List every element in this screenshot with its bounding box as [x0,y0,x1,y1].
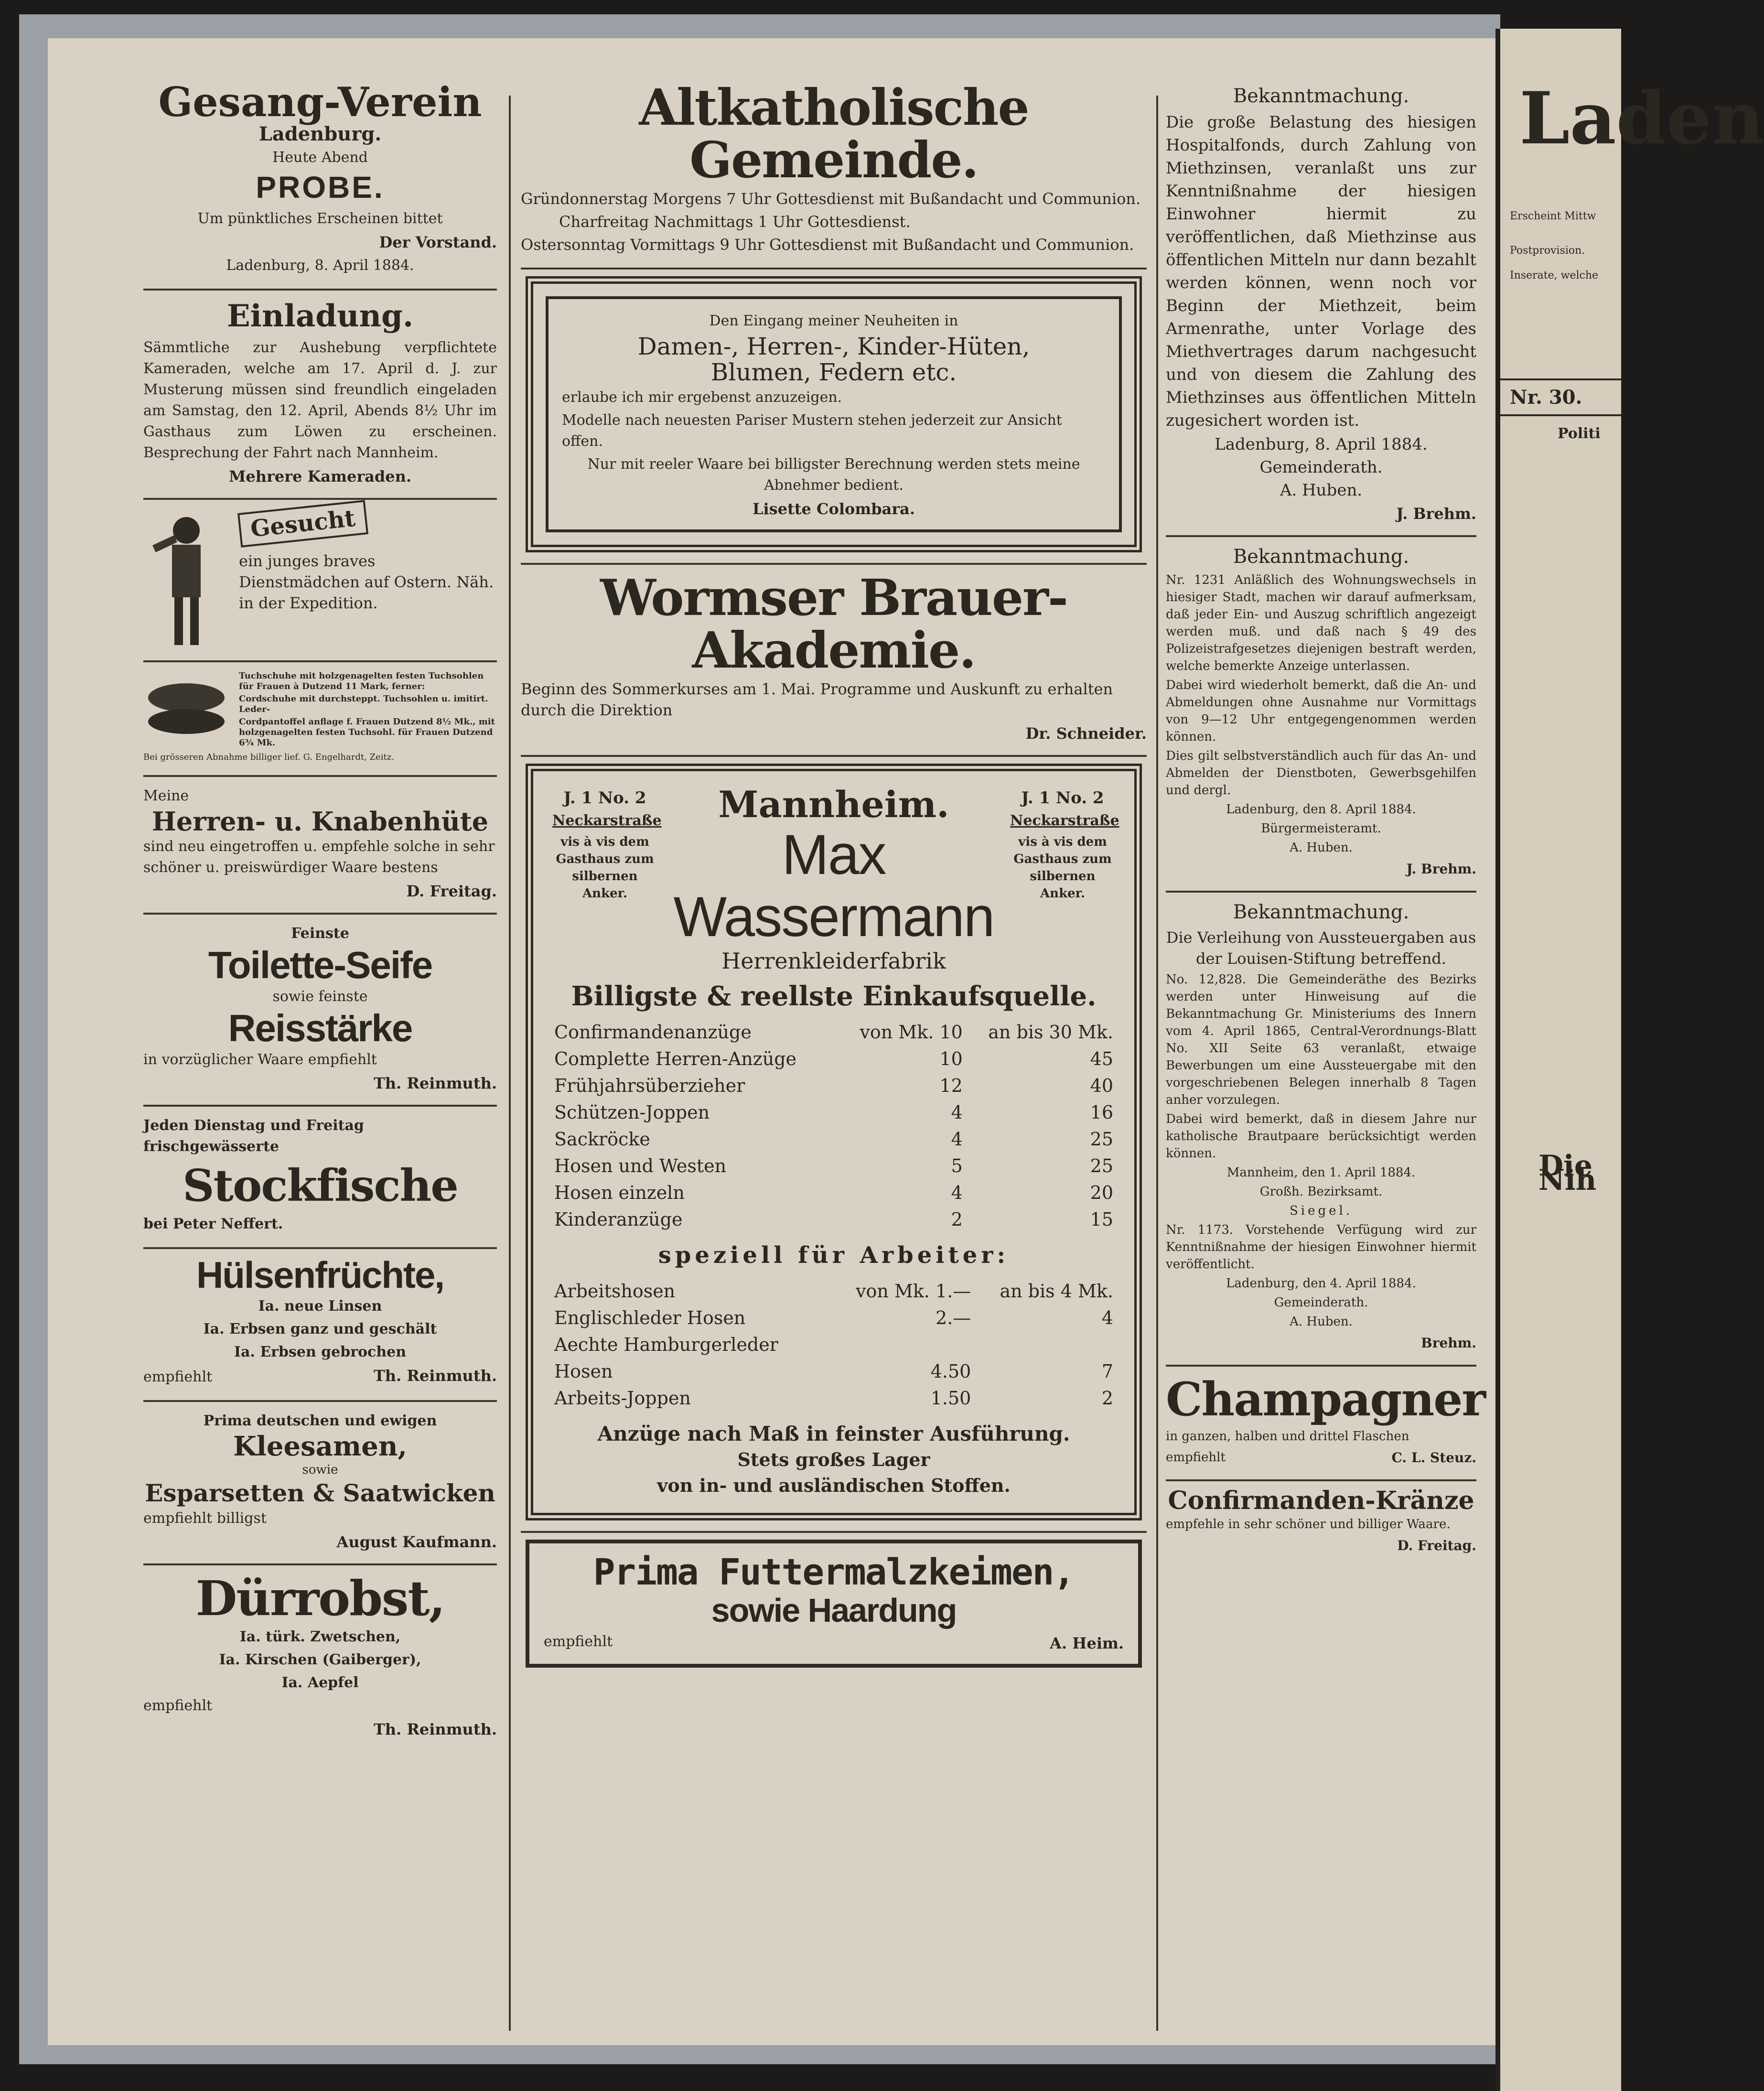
ad-text: Nur mit reeler Waare bei billigster Berechnung werden stets meine Abnehmer bedient. [587,456,1080,494]
price-row [552,1206,1115,1233]
price-item: Complette Herren-Anzüge [554,1048,797,1069]
column-rule [509,96,511,2031]
ad-stockfische [143,1107,497,1249]
ad-title: Blumen, Federn etc. [710,358,957,386]
ad-footer: Anzüge nach Maß in feinster Ausführung. [597,1422,1070,1445]
ad-champagner [1166,1367,1485,1481]
notice-text: No. 12,828. Die Gemeinderäthe des Bezirks werden unter Hinweisung auf die Bekanntmachung Gr. Ministeriums des Innern vom 4. April 1865, Central-Verordnungs-Blatt No. XII Seite 63 veranlaßt, etwaige Bewerbungen um eine Aussteuergabe mit den vorgeschriebenen Belegen innerhalb 8 Tagen anher vorzulegen. [1166,972,1476,1107]
price-from: 10 [939,1048,963,1069]
street: Neckarstraße [1010,812,1119,829]
price-item: Arbeitshosen [554,1281,676,1302]
price-item: Arbeits-Joppen [554,1388,691,1409]
price-row [552,1072,1115,1099]
ad-signature: Th. Reinmuth. [373,1720,497,1738]
ornamental-border [526,276,1142,552]
ad-signature: A. Heim. [1050,1634,1124,1652]
ad-text: in ganzen, halben und drittel Flaschen [1166,1429,1409,1444]
ad-item: Ia. Aepfel [281,1674,359,1691]
price-item: Frühjahrsüberzieher [554,1075,745,1096]
ad-probe: PROBE. [256,170,385,205]
ad-title: Confirmanden-Kränze [1168,1486,1474,1515]
notice-date: Ladenburg, den 8. April 1884. [1226,802,1416,817]
ad-pre: empfiehlt [544,1633,613,1650]
ad-confirmanden-kraenze [1166,1481,1476,1567]
issue-number: Nr. 30. [1500,378,1621,416]
price-to: 7 [1101,1361,1113,1382]
slogan: Billigste & reellste Einkaufsquelle. [571,981,1097,1012]
notice-text: Die große Belastung des hiesigen Hospitalfonds, durch Zahlung von Miethzinsen, veranlaßt uns zur Kenntnißnahme der hiesigen Einwohner hiermit zu veröffentlichen, daß Miethzinse aus öffentlichen Mitteln nur dann bezahlt werden können, wenn noch vor Beginn der Miethzeit, beim Armenrathe, unter Vorlage des Miethvertrages darum nachgesucht und von diesem die Zahlung des Miethzinses aus öffentlichen Mitteln zugesichert worden ist. [1166,113,1476,430]
notice-text: Dies gilt selbstverständlich auch für das An- und Abmelden der Dienstboten, Gewerbsgehilfen und dergl. [1166,749,1476,798]
price-from: 4 [951,1102,963,1123]
price-from: 4 [951,1182,963,1203]
ad-signature: Mehrere Kameraden. [228,467,412,485]
ad-place: Ladenburg. [258,123,382,145]
notice-subtitle: Die Verleihung von Aussteuergaben aus der Louisen-Stiftung betreffend. [1166,928,1476,968]
price-to: an bis 30 Mk. [988,1022,1113,1043]
ad-date: Ladenburg, 8. April 1884. [226,257,414,274]
ad-pre: empfiehlt [143,1369,213,1385]
ad-footer: Stets großes Lager [737,1449,930,1470]
ad-altkatholische-gemeinde [521,76,1147,269]
ad-text: empfehle in sehr schöner und billiger Waare. [1166,1517,1451,1531]
ad-signature: Der Vorstand. [379,233,497,251]
price-row [552,1179,1115,1206]
street: Neckarstraße [552,812,662,829]
ad-text: Um pünktliches Erscheinen bittet [197,210,443,227]
adjacent-page [1495,29,1764,2091]
price-to: 25 [1090,1129,1113,1150]
ad-text: sowie [302,1463,338,1477]
ad-gesucht [143,500,497,662]
ad-text: Beginn des Sommerkurses am 1. Mai. Programme und Auskunft zu erhalten durch die Direktion [521,680,1113,719]
price-row [552,1385,1115,1412]
vis-a-vis: vis à vis dem Gasthaus zum silbernen Anker. [556,835,654,901]
column-rule [1156,96,1158,2031]
man-illustration-icon [143,507,229,650]
notice-org: Gemeinderath. [1259,458,1383,477]
ad-text: Cordschuhe mit durchsteppt. Tuchsohlen u. imitirt. Leder- [239,694,488,714]
ad-gesang-verein [143,76,497,291]
inner-border [546,296,1122,532]
ad-title: Wormser Brauer-Akademie. [600,568,1068,679]
price-row [552,1358,1115,1385]
notice-title: Bekanntmachung. [1233,546,1409,568]
notice-name: A. Huben. [1290,841,1353,855]
price-item: Sackröcke [554,1129,650,1150]
notice-signature: J. Brehm. [1396,505,1476,523]
ad-signature: bei Peter Neffert. [143,1216,283,1232]
notice-louisen-stiftung [1166,893,1476,1367]
ad-signature: D. Freitag. [1397,1538,1476,1553]
ad-text: ein junges braves Dienstmädchen auf Ostern. Näh. in der Expedition. [239,552,494,612]
ad-title: Einladung. [226,298,414,334]
notice-org: Großh. Bezirksamt. [1259,1185,1383,1199]
price-item: Kinderanzüge [554,1209,683,1230]
ad-text: Gründonnerstag Morgens 7 Uhr Gottesdienst mit Bußandacht und Communion. [521,190,1141,208]
price-to: 2 [1101,1388,1113,1409]
notice-hospitalfonds [1166,76,1476,537]
price-table [552,1019,1115,1233]
ad-duerrobst [143,1565,497,1751]
ad-title: Toilette-Seife [208,944,432,986]
price-row [552,1304,1115,1331]
notice-date: Mannheim, den 1. April 1884. [1226,1165,1416,1180]
price-item: Hosen und Westen [554,1155,727,1176]
ad-signature: Dr. Schneider. [1025,724,1147,743]
text-fragment: Politi [1558,425,1601,442]
price-to: 16 [1090,1102,1113,1123]
notice-date: Ladenburg, den 4. April 1884. [1226,1276,1416,1291]
ad-text: Tuchschuhe mit holzgenagelten festen Tuchsohlen für Frauen à Dutzend 11 Mark, ferner: [239,671,484,691]
ad-title: sowie Haardung [711,1592,957,1629]
city: Mannheim. [718,783,949,826]
ad-item: Ia. Erbsen ganz und geschält [203,1321,437,1337]
company-sub: Herrenkleiderfabrik [721,948,946,974]
ad-signature: Lisette Colombara. [752,500,915,518]
ad-text: Bei grösseren Abnahme billiger lief. G. Engelhardt, Zeitz. [143,752,394,762]
notice-signature: J. Brehm. [1406,861,1476,877]
ad-text: Modelle nach neuesten Pariser Mustern stehen jederzeit zur Ansicht offen. [562,412,1062,450]
ad-text: Charfreitag Nachmittags 1 Uhr Gottesdienst. [559,213,911,231]
ad-item: Ia. neue Linsen [258,1298,382,1315]
ad-text: Ostersonntag Vormittags 9 Uhr Gottesdienst mit Bußandacht und Communion. [521,236,1134,254]
ad-signature: C. L. Steuz. [1391,1450,1476,1466]
notice-name: A. Huben. [1280,481,1363,500]
ad-text: Den Eingang meiner Neuheiten in [709,313,958,329]
notice-text: Nr. 1173. Vorstehende Verfügung wird zur Kenntnißnahme der hiesigen Einwohner hiermit veröffentlicht. [1166,1223,1476,1272]
ad-signature: Th. Reinmuth. [373,1367,497,1385]
masthead: Laden [1519,76,1764,161]
ad-title: Dürrobst, [195,1570,445,1627]
price-row [552,1126,1115,1153]
notice-name: A. Huben. [1290,1315,1353,1329]
price-to: 20 [1090,1182,1113,1203]
notice-text: Dabei wird bemerkt, daß in diesem Jahre nur katholische Brautpaare berücksichtigt werden können. [1166,1112,1476,1161]
text-fragment: Die Nih [1538,1149,1597,1197]
ad-einladung [143,291,497,500]
vis-a-vis: vis à vis dem Gasthaus zum silbernen Anker. [1013,835,1112,901]
price-from [828,1331,973,1358]
price-item: Englischleder Hosen [554,1307,746,1328]
ad-signature: Th. Reinmuth. [373,1074,497,1092]
company-name: Max Wassermann [673,823,994,948]
address: J. 1 No. 2 [563,788,646,808]
column-middle [521,76,1147,1678]
ad-max-wassermann [521,757,1147,1533]
ad-pre: empfiehlt [1166,1450,1226,1465]
ad-text: sind neu eingetroffen u. empfehle solche in sehr schöner u. preiswürdiger Waare bestens [143,838,495,876]
price-from: von Mk. 1.— [856,1281,971,1302]
price-from: 2 [951,1209,963,1230]
ad-signature: D. Freitag. [406,882,497,900]
ad-title: Altkatholische Gemeinde. [639,78,1029,189]
ad-item: Ia. türk. Zwetschen, [239,1628,401,1645]
notice-wohnungswechsel [1166,537,1476,893]
ad-pre: Feinste [291,925,349,942]
price-to: 4 [1101,1307,1113,1328]
ad-text: sowie feinste [272,988,368,1005]
price-to: 25 [1090,1155,1113,1176]
text-fragment: Inserate, welche [1510,269,1599,281]
ad-item: Ia. Kirschen (Gaiberger), [219,1651,421,1668]
price-to [973,1331,1115,1358]
ad-title: Reisstärke [228,1007,412,1049]
notice-date: Ladenburg, 8. April 1884. [1215,435,1428,454]
text-fragment: Erscheint Mittw [1510,210,1596,222]
ad-text: Sämmtliche zur Aushebung verpflichtete Kameraden, welche am 17. April d. J. zur Musterung müssen sind freundlich eingeladen am Samstag, den 12. April, Abends 8½ Uhr im Gasthaus zum Löwen zu erscheinen. Besprechung der Fahrt nach Mannheim. [143,339,497,461]
ad-pre: Meine [143,787,189,804]
price-row [552,1153,1115,1179]
ad-title: Stockfische [183,1160,458,1211]
price-from: von Mk. 10 [860,1022,963,1043]
text-fragment: Postprovision. [1510,245,1585,257]
ad-text: in vorzüglicher Waare empfiehlt [143,1051,377,1068]
ad-title: Prima Futtermalzkeimen, [593,1551,1075,1593]
ad-title: Hülsenfrüchte, [196,1254,444,1296]
ad-herrenhuete [143,777,497,915]
price-from: 12 [939,1075,963,1096]
ad-text: Cordpantoffel anflage f. Frauen Dutzend 8½ Mk., mit holzgenagelten festen Tuchsohl. für Frauen Dutzend 6¾ Mk. [239,717,495,748]
ad-colombara [521,269,1147,565]
price-to: an bis 4 Mk. [1000,1281,1113,1302]
ad-futtermalz [521,1533,1147,1678]
notice-org: Bürgermeisteramt. [1261,821,1381,836]
notice-text: Nr. 1231 Anläßlich des Wohnungswechsels in hiesiger Stadt, machen wir darauf aufmerksam, daß jeder Ein- und Auszug schriftlich angezeigt werden muß. und daß nach § 49 des Polizeistrafgesetzes diejenigen bestraft werden, welche bemerkte Anzeige unterlassen. [1166,573,1476,673]
ad-brauer-akademie [521,565,1147,757]
price-row [552,1099,1115,1126]
shoe-illustration-icon [143,669,229,741]
price-to: 40 [1090,1075,1113,1096]
price-to: 15 [1090,1209,1113,1230]
notice-title: Bekanntmachung. [1233,901,1409,923]
ad-tuchschuhe [143,662,497,777]
ad-title: Esparsetten & Saatwicken [145,1479,495,1507]
ad-signature: August Kaufmann. [336,1533,497,1551]
ad-kleesamen [143,1402,497,1565]
ad-title: Herren- u. Knabenhüte [151,806,489,837]
notice-org: Gemeinderath. [1274,1295,1368,1310]
ad-title: Damen-, Herren-, Kinder-Hüten, [637,333,1030,360]
notice-text: Dabei wird wiederholt bemerkt, daß die An- und Abmeldungen ohne Ausnahme nur Vormittags von 9—12 Uhr entgegengenommen werden können. [1166,678,1476,744]
ad-text: erlaube ich mir ergebenst anzuzeigen. [562,389,842,406]
ornamental-border [526,764,1142,1520]
price-row [552,1046,1115,1072]
ad-item: Ia. Erbsen gebrochen [234,1344,407,1360]
ad-huelsenfruechte [143,1249,497,1402]
notice-signature: Brehm. [1421,1335,1476,1351]
address: J. 1 No. 2 [1021,788,1104,808]
price-item: Hosen [554,1361,613,1382]
ad-text: empfiehlt billigst [143,1510,267,1527]
ad-title: Gesang-Verein [158,78,482,126]
price-row [552,1278,1115,1304]
price-from: 1.50 [930,1388,971,1409]
ad-text: Jeden Dienstag und Freitag frischgewässerte [143,1117,364,1155]
price-item: Schützen-Joppen [554,1102,710,1123]
ad-footer: von in- und ausländischen Stoffen. [657,1475,1011,1496]
price-row [552,1019,1115,1046]
ad-pre: Prima deutschen und ewigen [203,1412,437,1429]
price-from: 2.— [936,1307,971,1328]
ad-line: Heute Abend [272,149,368,166]
column-left [143,76,497,1751]
gesucht-sign: Gesucht [237,500,368,548]
price-row [552,1331,1115,1358]
special-heading: speziell für Arbeiter: [658,1242,1010,1269]
price-to: 45 [1090,1048,1113,1069]
price-table-workers [552,1278,1115,1412]
price-item: Aechte Hamburgerleder [554,1334,778,1355]
ad-title: Champagner [1166,1372,1485,1426]
price-from: 4 [951,1129,963,1150]
price-item: Confirmandenanzüge [554,1022,752,1043]
notice-seal: Siegel. [1289,1204,1353,1218]
ad-toilette-seife [143,915,497,1107]
notice-title: Bekanntmachung. [1233,85,1409,107]
column-right [1166,76,1485,1567]
ad-pre: empfiehlt [143,1697,213,1714]
price-from: 5 [951,1155,963,1176]
price-item: Hosen einzeln [554,1182,685,1203]
ad-title: Kleesamen, [233,1431,408,1462]
price-from: 4.50 [930,1361,971,1382]
